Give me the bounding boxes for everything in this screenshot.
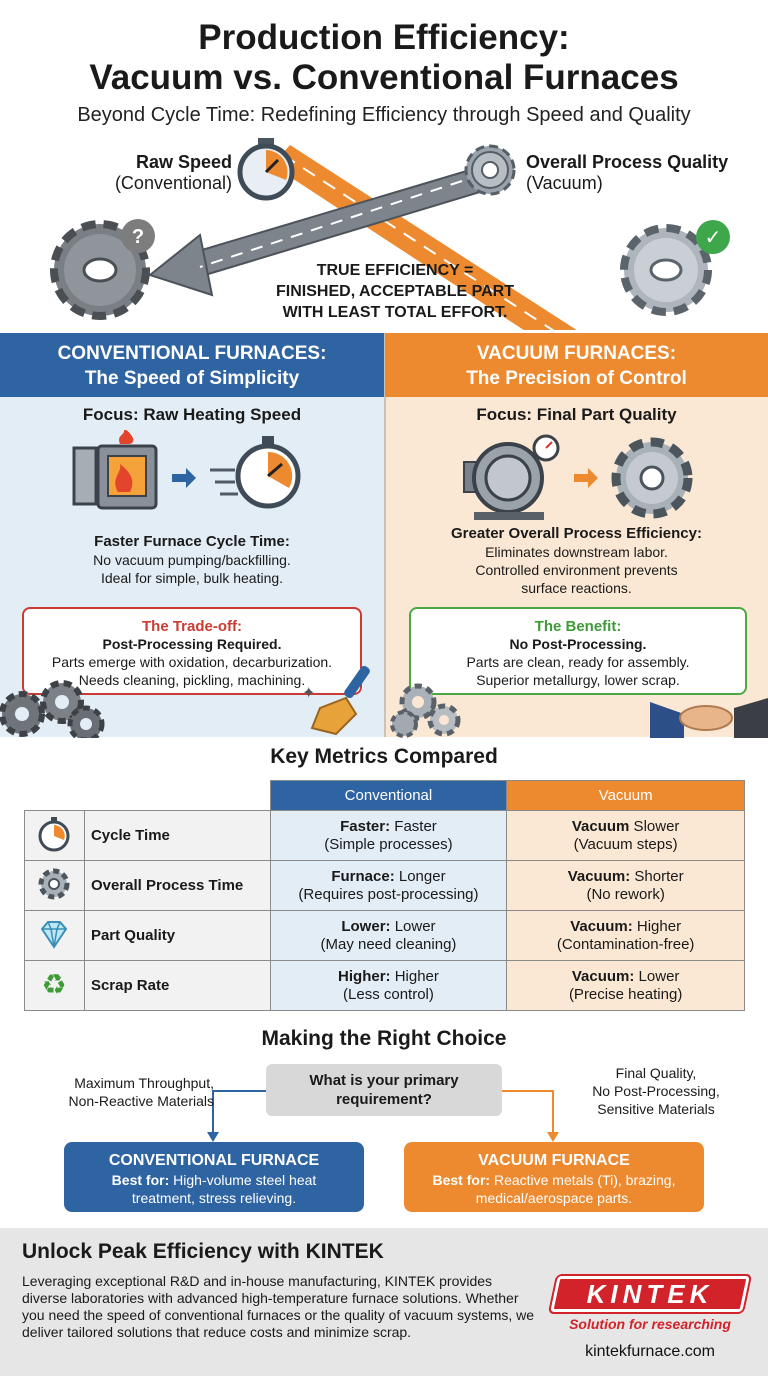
process-quality-label: Overall Process Quality (Vacuum) — [526, 152, 729, 193]
footer-heading: Unlock Peak Efficiency with KINTEK — [22, 1240, 384, 1263]
page-subtitle: Beyond Cycle Time: Redefining Efficiency through Speed and Quality — [77, 104, 691, 126]
vacuum-cell: Vacuum: Shorter (No rework) — [507, 861, 745, 911]
table-row — [25, 961, 745, 1011]
vacuum-icons — [450, 432, 710, 524]
clean-gears-icon — [392, 686, 458, 736]
svg-text:?: ? — [131, 226, 145, 248]
metric-name: Part Quality — [84, 911, 270, 961]
raw-speed-label: Raw Speed (Conventional) — [114, 152, 232, 193]
handshake-icon — [650, 698, 768, 738]
metric-name: Overall Process Time — [84, 861, 270, 911]
stopwatch-icon — [240, 138, 292, 198]
col-header-vacuum: Vacuum — [507, 781, 745, 811]
conventional-description: Faster Furnace Cycle Time: No vacuum pumping/backfilling. Ideal for simple, bulk heating. — [93, 533, 291, 586]
recycle-icon — [36, 966, 72, 1002]
diamond-icon — [36, 916, 72, 952]
conventional-cell: Faster: Faster (Simple processes) — [270, 811, 507, 861]
benefit-box: The Benefit: No Post-Processing. Parts are clean, ready for assembly. Superior metallurgy, lower scrap. — [409, 607, 747, 695]
table-row — [25, 811, 745, 861]
gear-icon — [36, 866, 72, 902]
conventional-cell: Furnace: Longer (Requires post-processing) — [270, 861, 507, 911]
arrow-right-icon — [172, 468, 196, 488]
conventional-icons — [60, 430, 320, 522]
conventional-recommendation: CONVENTIONAL FURNACE Best for: High-volume steel heat treatment, stress relieving. — [64, 1142, 364, 1212]
vacuum-recommendation: VACUUM FURNACE Best for: Reactive metals (Ti), brazing, medical/aerospace parts. — [404, 1142, 704, 1212]
vacuum-cell: Vacuum Slower (Vacuum steps) — [507, 811, 745, 861]
svg-text:✦: ✦ — [302, 683, 316, 702]
vacuum-focus: Focus: Final Part Quality — [476, 405, 677, 424]
decor-right — [384, 662, 768, 738]
left-connector — [213, 1091, 266, 1134]
gray-arrowhead — [150, 235, 212, 295]
gear-icon — [616, 442, 688, 514]
svg-text:✓: ✓ — [704, 225, 722, 249]
vacuum-cell: Vacuum: Lower (Precise heating) — [507, 961, 745, 1011]
vacuum-panel-header: VACUUM FURNACES: The Precision of Control — [385, 333, 768, 397]
kintek-tagline: Solution for researching — [569, 1316, 731, 1332]
metrics-title: Key Metrics Compared — [270, 745, 498, 768]
quality-gear-icon — [466, 146, 514, 194]
tradeoff-box: The Trade-off: Post-Processing Required. Parts emerge with oxidation, decarburization. Needs cleaning, pickling, machining. — [22, 607, 362, 695]
col-header-conventional: Conventional — [270, 781, 507, 811]
scrap-gears-icon — [2, 683, 102, 738]
vacuum-cell: Vacuum: Higher (Contamination-free) — [507, 911, 745, 961]
clean-gear-icon — [624, 228, 708, 312]
vacuum-criteria: Final Quality, No Post-Processing, Sensitive Materials — [592, 1065, 720, 1117]
title-line-2: Vacuum vs. Conventional Furnaces — [89, 58, 679, 97]
title-line-1: Production Efficiency: — [198, 18, 570, 57]
vacuum-chamber-icon — [464, 436, 558, 520]
metric-name: Cycle Time — [84, 811, 270, 861]
left-arrowhead — [207, 1132, 219, 1142]
conventional-focus: Focus: Raw Heating Speed — [82, 405, 302, 424]
right-connector — [502, 1091, 553, 1134]
decor-left — [0, 662, 384, 738]
furnace-icon — [74, 430, 156, 508]
stopwatch-icon — [36, 816, 72, 852]
decision-question: What is your primary requirement? — [266, 1064, 502, 1116]
metrics-table — [24, 780, 745, 1011]
metric-name: Scrap Rate — [84, 961, 270, 1011]
conventional-panel-header: CONVENTIONAL FURNACES: The Speed of Simplicity — [0, 333, 384, 397]
conventional-cell: Lower: Lower (May need cleaning) — [270, 911, 507, 961]
choice-title: Making the Right Choice — [261, 1027, 507, 1050]
conventional-criteria: Maximum Throughput, Non-Reactive Materials — [68, 1075, 214, 1109]
stopwatch-icon — [210, 436, 298, 506]
kintek-logo-text: KINTEK — [586, 1279, 714, 1309]
true-efficiency-statement: TRUE EFFICIENCY = FINISHED, ACCEPTABLE PART WITH LEAST TOTAL EFFORT. — [276, 262, 514, 321]
table-row — [25, 911, 745, 961]
table-row — [25, 861, 745, 911]
arrow-right-icon — [574, 468, 598, 488]
footer-paragraph: Leveraging exceptional R&D and in-house manufacturing, KINTEK provides diverse laboratories with advanced high-temperature furnace solutions. Whether you need the speed of conventional furnaces or the quality of vacuum systems, we deliver tailored solutions that reduce costs and minimize scrap. — [22, 1273, 535, 1340]
right-arrowhead — [547, 1132, 559, 1142]
page-title — [0, 18, 768, 98]
conventional-cell: Higher: Higher (Less control) — [270, 961, 507, 1011]
svg-text:♻: ♻ — [41, 967, 68, 1001]
website-link[interactable]: kintekfurnace.com — [585, 1343, 715, 1360]
brush-icon — [302, 664, 371, 734]
vacuum-description: Greater Overall Process Efficiency: Eliminates downstream labor. Controlled environment prevents surface reactions. — [451, 525, 702, 596]
